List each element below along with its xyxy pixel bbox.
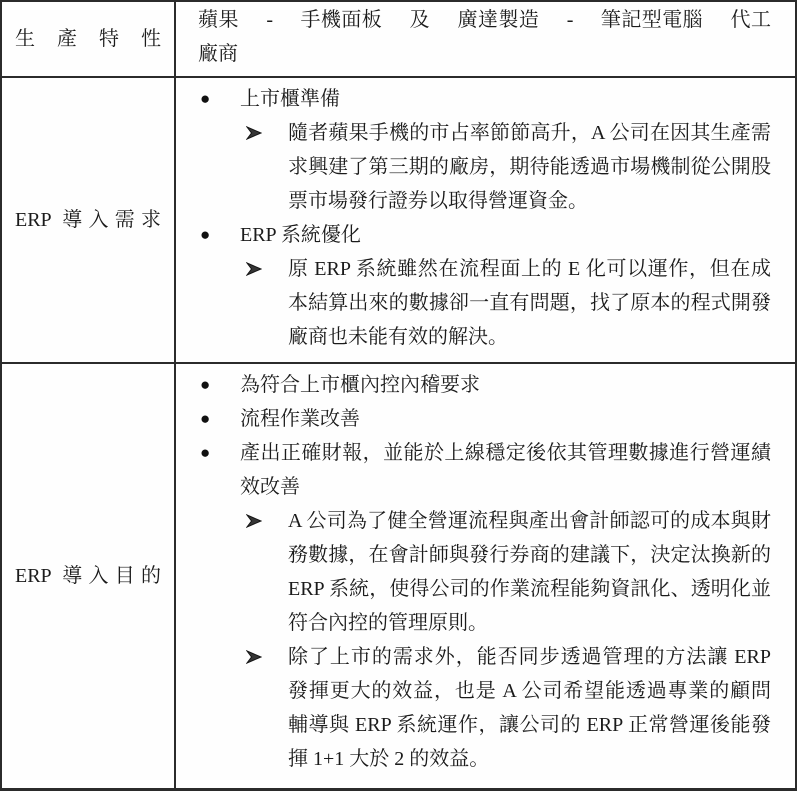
list-item-text: 上市櫃準備: [240, 88, 340, 110]
list-item-text: 為符合上市櫃內控內稽要求: [240, 374, 480, 396]
list-item-text: ERP 系統優化: [240, 224, 361, 246]
table-row-erp-needs: [1, 77, 796, 363]
row-header-cell-erp-needs: [1, 77, 175, 363]
arrowhead-icon: [246, 126, 262, 140]
bullet-icon: ●: [200, 375, 211, 394]
list-item: [176, 402, 771, 436]
row-header-cell-production-traits: [1, 1, 175, 77]
list-item: [176, 218, 771, 252]
list-subitem-text: 除了上市的需求外，能否同步透過管理的方法讓 ERP 發揮更大的效益，也是 A 公司希望能透過專業的顧問輔導與 ERP 系統運作，讓公司的 ERP 正常營運後能發揮 1+1 大於 2 的效益。: [288, 646, 771, 770]
list-subitem-text: 隨者蘋果手機的市占率節節高升，A 公司在因其生產需求興建了第三期的廠房，期待能透過市場機制從公開股票市場發行證券以取得營運資金。: [288, 122, 771, 212]
arrowhead-icon: [246, 650, 262, 664]
row-header-production-traits: 生產特性: [15, 28, 161, 50]
list-subitem: [176, 252, 771, 354]
row-header-erp-needs: ERP 導入需求: [15, 209, 161, 231]
list-subitem: [176, 640, 771, 776]
list-subitem-text: A 公司為了健全營運流程與產出會計師認可的成本與財務數據，在會計師與發行券商的建議下，決定汰換新的 ERP 系統，使得公司的作業流程能夠資訊化、透明化並符合內控的管理原則。: [288, 510, 771, 634]
list-subitem: [176, 116, 771, 218]
list-item: [176, 368, 771, 402]
row-content-cell-erp-goals: [175, 363, 796, 790]
row-header-cell-erp-goals: [1, 363, 175, 790]
list-item: [176, 436, 771, 504]
bullet-icon: ●: [200, 225, 211, 244]
production-traits-description: 蘋果 - 手機面板 及 廣達製造 - 筆記型電腦 代工廠商: [198, 9, 771, 65]
arrowhead-icon: [246, 514, 262, 528]
list-item: [176, 82, 771, 116]
arrowhead-icon: [246, 262, 262, 276]
row-header-erp-goals: ERP 導入目的: [15, 565, 161, 587]
row-content-cell-production-traits: [175, 1, 796, 77]
bullet-icon: ●: [200, 409, 211, 428]
bullet-icon: ●: [200, 89, 211, 108]
list-subitem: [176, 504, 771, 640]
list-item-text: 流程作業改善: [240, 408, 360, 430]
bullet-icon: ●: [200, 443, 211, 462]
erp-goals-list: [176, 364, 795, 776]
list-subitem-text: 原 ERP 系統雖然在流程面上的 E 化可以運作，但在成本結算出來的數據卻一直有問題，找了原本的程式開發廠商也未能有效的解決。: [288, 258, 771, 348]
table-row-production-traits: [1, 1, 796, 77]
erp-needs-list: [176, 78, 795, 354]
table-row-erp-goals: [1, 363, 796, 790]
list-item-text: 產出正確財報，並能於上線穩定後依其管理數據進行營運績效改善: [240, 442, 771, 498]
row-content-cell-erp-needs: [175, 77, 796, 363]
